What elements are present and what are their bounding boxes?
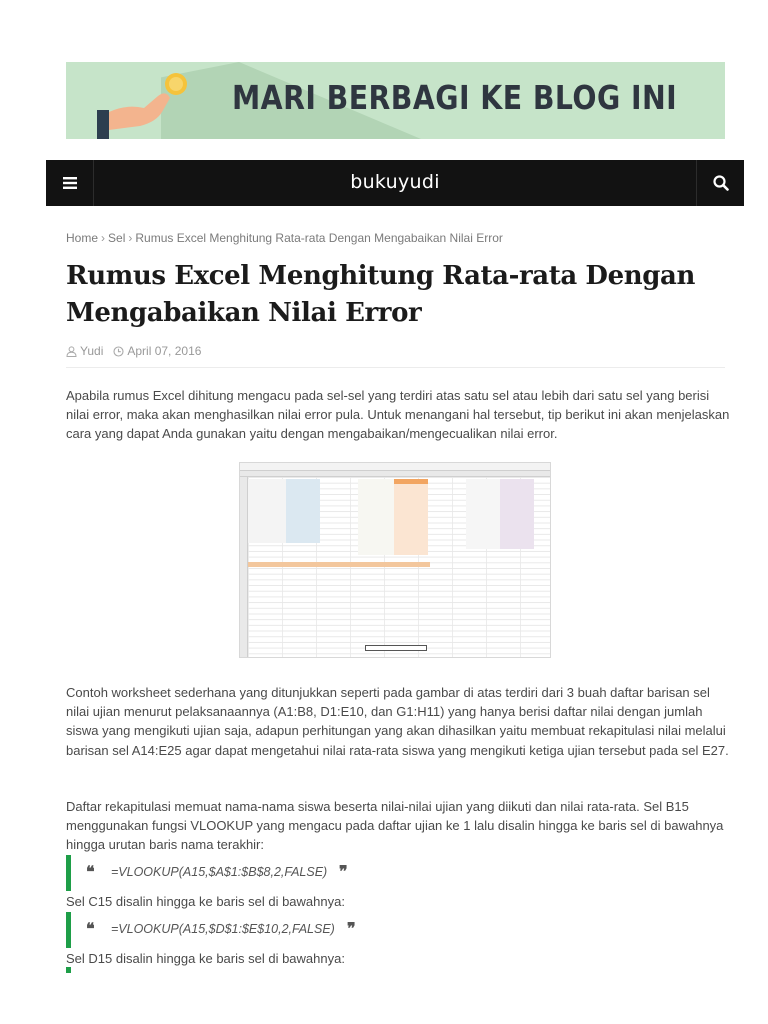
table3-names	[466, 479, 500, 549]
clock-icon	[113, 346, 124, 357]
breadcrumb-home[interactable]: Home	[66, 231, 99, 245]
breadcrumb-separator: ›	[101, 231, 106, 245]
table1-scores	[286, 479, 320, 543]
table2-header-highlight	[394, 479, 428, 484]
table1-names	[248, 479, 286, 543]
hand-coin-icon	[96, 70, 216, 139]
quote-open-icon: ❝	[86, 919, 95, 938]
formula-text-2: =VLOOKUP(A15,$D$1:$E$10,2,FALSE)	[111, 922, 335, 936]
table2-scores	[394, 479, 428, 555]
author-name: Yudi	[80, 344, 104, 358]
top-navbar	[46, 160, 744, 206]
formula-bar	[240, 463, 550, 471]
recap-header	[248, 562, 430, 567]
site-logo[interactable]: bukuyudi	[350, 171, 440, 193]
breadcrumb-current: Rumus Excel Menghitung Rata-rata Dengan Mengabaikan Nilai Error	[135, 231, 503, 245]
post-title	[66, 258, 706, 332]
row-header	[240, 477, 248, 658]
formula-quote-2	[66, 912, 486, 948]
formula-quote-1	[66, 855, 486, 891]
breadcrumb-category[interactable]: Sel	[108, 231, 126, 245]
date-text: April 07, 2016	[127, 344, 202, 358]
post-meta	[66, 344, 211, 358]
post-paragraph-5: Sel D15 disalin hingga ke baris sel di bawahnya:	[66, 951, 345, 966]
post-paragraph-4: Sel C15 disalin hingga ke baris sel di bawahnya:	[66, 894, 345, 909]
quote-close-icon: ❞	[339, 862, 348, 881]
meta-divider	[66, 367, 725, 368]
post-author[interactable]	[66, 344, 103, 358]
post-paragraph-1: Apabila rumus Excel dihitung mengacu pada sel-sel yang terdiri atas satu sel atau lebih dari satu sel yang berisi nilai error, maka akan menghasilkan nilai error pula. Untuk menangani hal tersebut, tip berikut ini akan menjelaskan cara yang dapat Anda gunakan yaitu dengan mengabaikan/mengecualikan nilai error.	[66, 388, 730, 442]
breadcrumb-separator: ›	[128, 231, 133, 245]
search-icon	[713, 175, 729, 191]
table3-scores	[500, 479, 534, 549]
promo-banner[interactable]	[66, 62, 725, 139]
post-title-line2: Mengabaikan Nilai Error	[66, 298, 422, 328]
breadcrumb	[66, 231, 503, 245]
post-paragraph-3: Daftar rekapitulasi memuat nama-nama siswa beserta nilai-nilai ujian yang diikuti dan nilai rata-rata. Sel B15 menggunakan fungsi VLOOKUP yang mengacu pada daftar ujian ke 1 lalu disalin hingga ke baris sel di bawahnya hingga urutan baris nama terakhir:	[66, 799, 724, 853]
quote-open-icon: ❝	[86, 862, 95, 881]
spreadsheet-image	[239, 462, 551, 658]
formula-text-1: =VLOOKUP(A15,$A$1:$B$8,2,FALSE)	[111, 865, 328, 879]
quote-close-icon: ❞	[347, 919, 356, 938]
post-title-line1: Rumus Excel Menghitung Rata-rata Dengan	[66, 261, 695, 291]
search-button[interactable]	[696, 160, 744, 206]
banner-text: MARI BERBAGI KE BLOG INI	[232, 78, 678, 117]
post-date	[113, 344, 201, 358]
post-paragraph-2: Contoh worksheet sederhana yang ditunjukkan seperti pada gambar di atas terdiri dari 3 buah daftar barisan sel nilai ujian menurut pelaksanaannya (A1:B8, D1:E10, dan G1:H11) yang hanya berisi daftar nilai dengan jumlah siswa yang mengikuti ujian saja, adapun perhitungan yang akan dihasilkan yaitu membuat rekapitulasi nilai melalui barisan sel A14:E25 agar dapat mengetahui nilai rata-rata siswa yang mengikuti ketiga ujian tersebut pada sel E27.	[66, 685, 729, 758]
user-icon	[66, 346, 77, 357]
table2-names	[358, 479, 394, 555]
formula-quote-3-start	[66, 967, 71, 973]
result-cell	[365, 645, 427, 651]
